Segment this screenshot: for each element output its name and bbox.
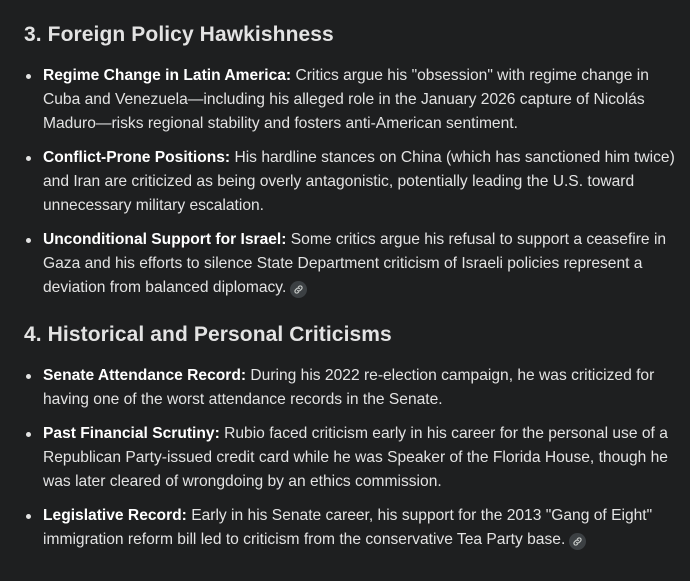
- bullet-text: Critics argue his "obsession" with regime change in Cuba and Venezuela—including his alleged role in the January 2026 capture of Nicolás Maduro—risks regional stability and fosters anti-American sentiment.: [43, 67, 649, 132]
- list-item: [24, 146, 676, 218]
- bullet-text: His hardline stances on China (which has sanctioned him twice) and Iran are criticized as being overly antagonistic, potentially leading the U.S. toward unnecessary military escalation.: [43, 149, 675, 214]
- list-item: [24, 364, 676, 412]
- list-item: [24, 228, 676, 300]
- source-link-button[interactable]: [290, 281, 307, 298]
- bullet-title: Conflict-Prone Positions:: [43, 149, 231, 166]
- link-icon: [293, 284, 304, 295]
- bullet-title: Regime Change in Latin America:: [43, 67, 292, 84]
- source-link-button[interactable]: [569, 533, 586, 550]
- link-icon: [572, 536, 583, 547]
- list-item: [24, 504, 676, 552]
- section-heading-historical: 4. Historical and Personal Criticisms: [24, 323, 392, 346]
- bullet-text: Rubio faced criticism early in his career for the personal use of a Republican Party-issued credit card while he was Speaker of the Florida House, though he was later cleared of wrongdoing by an ethics commission.: [43, 425, 668, 490]
- list-item: [24, 64, 676, 136]
- bullet-text: Early in his Senate career, his support for the 2013 "Gang of Eight" immigration reform bill led to criticism from the conservative Tea Party base.: [43, 507, 653, 548]
- bullet-list-foreign-policy: [24, 64, 676, 300]
- bullet-title: Legislative Record:: [43, 507, 187, 524]
- list-item: [24, 422, 676, 494]
- section-heading-foreign-policy: 3. Foreign Policy Hawkishness: [24, 23, 334, 46]
- bullet-title: Unconditional Support for Israel:: [43, 231, 287, 248]
- bullet-title: Senate Attendance Record:: [43, 367, 247, 384]
- bullet-title: Past Financial Scrutiny:: [43, 425, 220, 442]
- bullet-text: During his 2022 re-election campaign, he was criticized for having one of the worst attendance records in the Senate.: [43, 367, 655, 408]
- bullet-text: Some critics argue his refusal to support a ceasefire in Gaza and his efforts to silence State Department criticism of Israeli policies represent a deviation from balanced diplomacy.: [43, 231, 667, 296]
- bullet-list-historical: [24, 364, 676, 552]
